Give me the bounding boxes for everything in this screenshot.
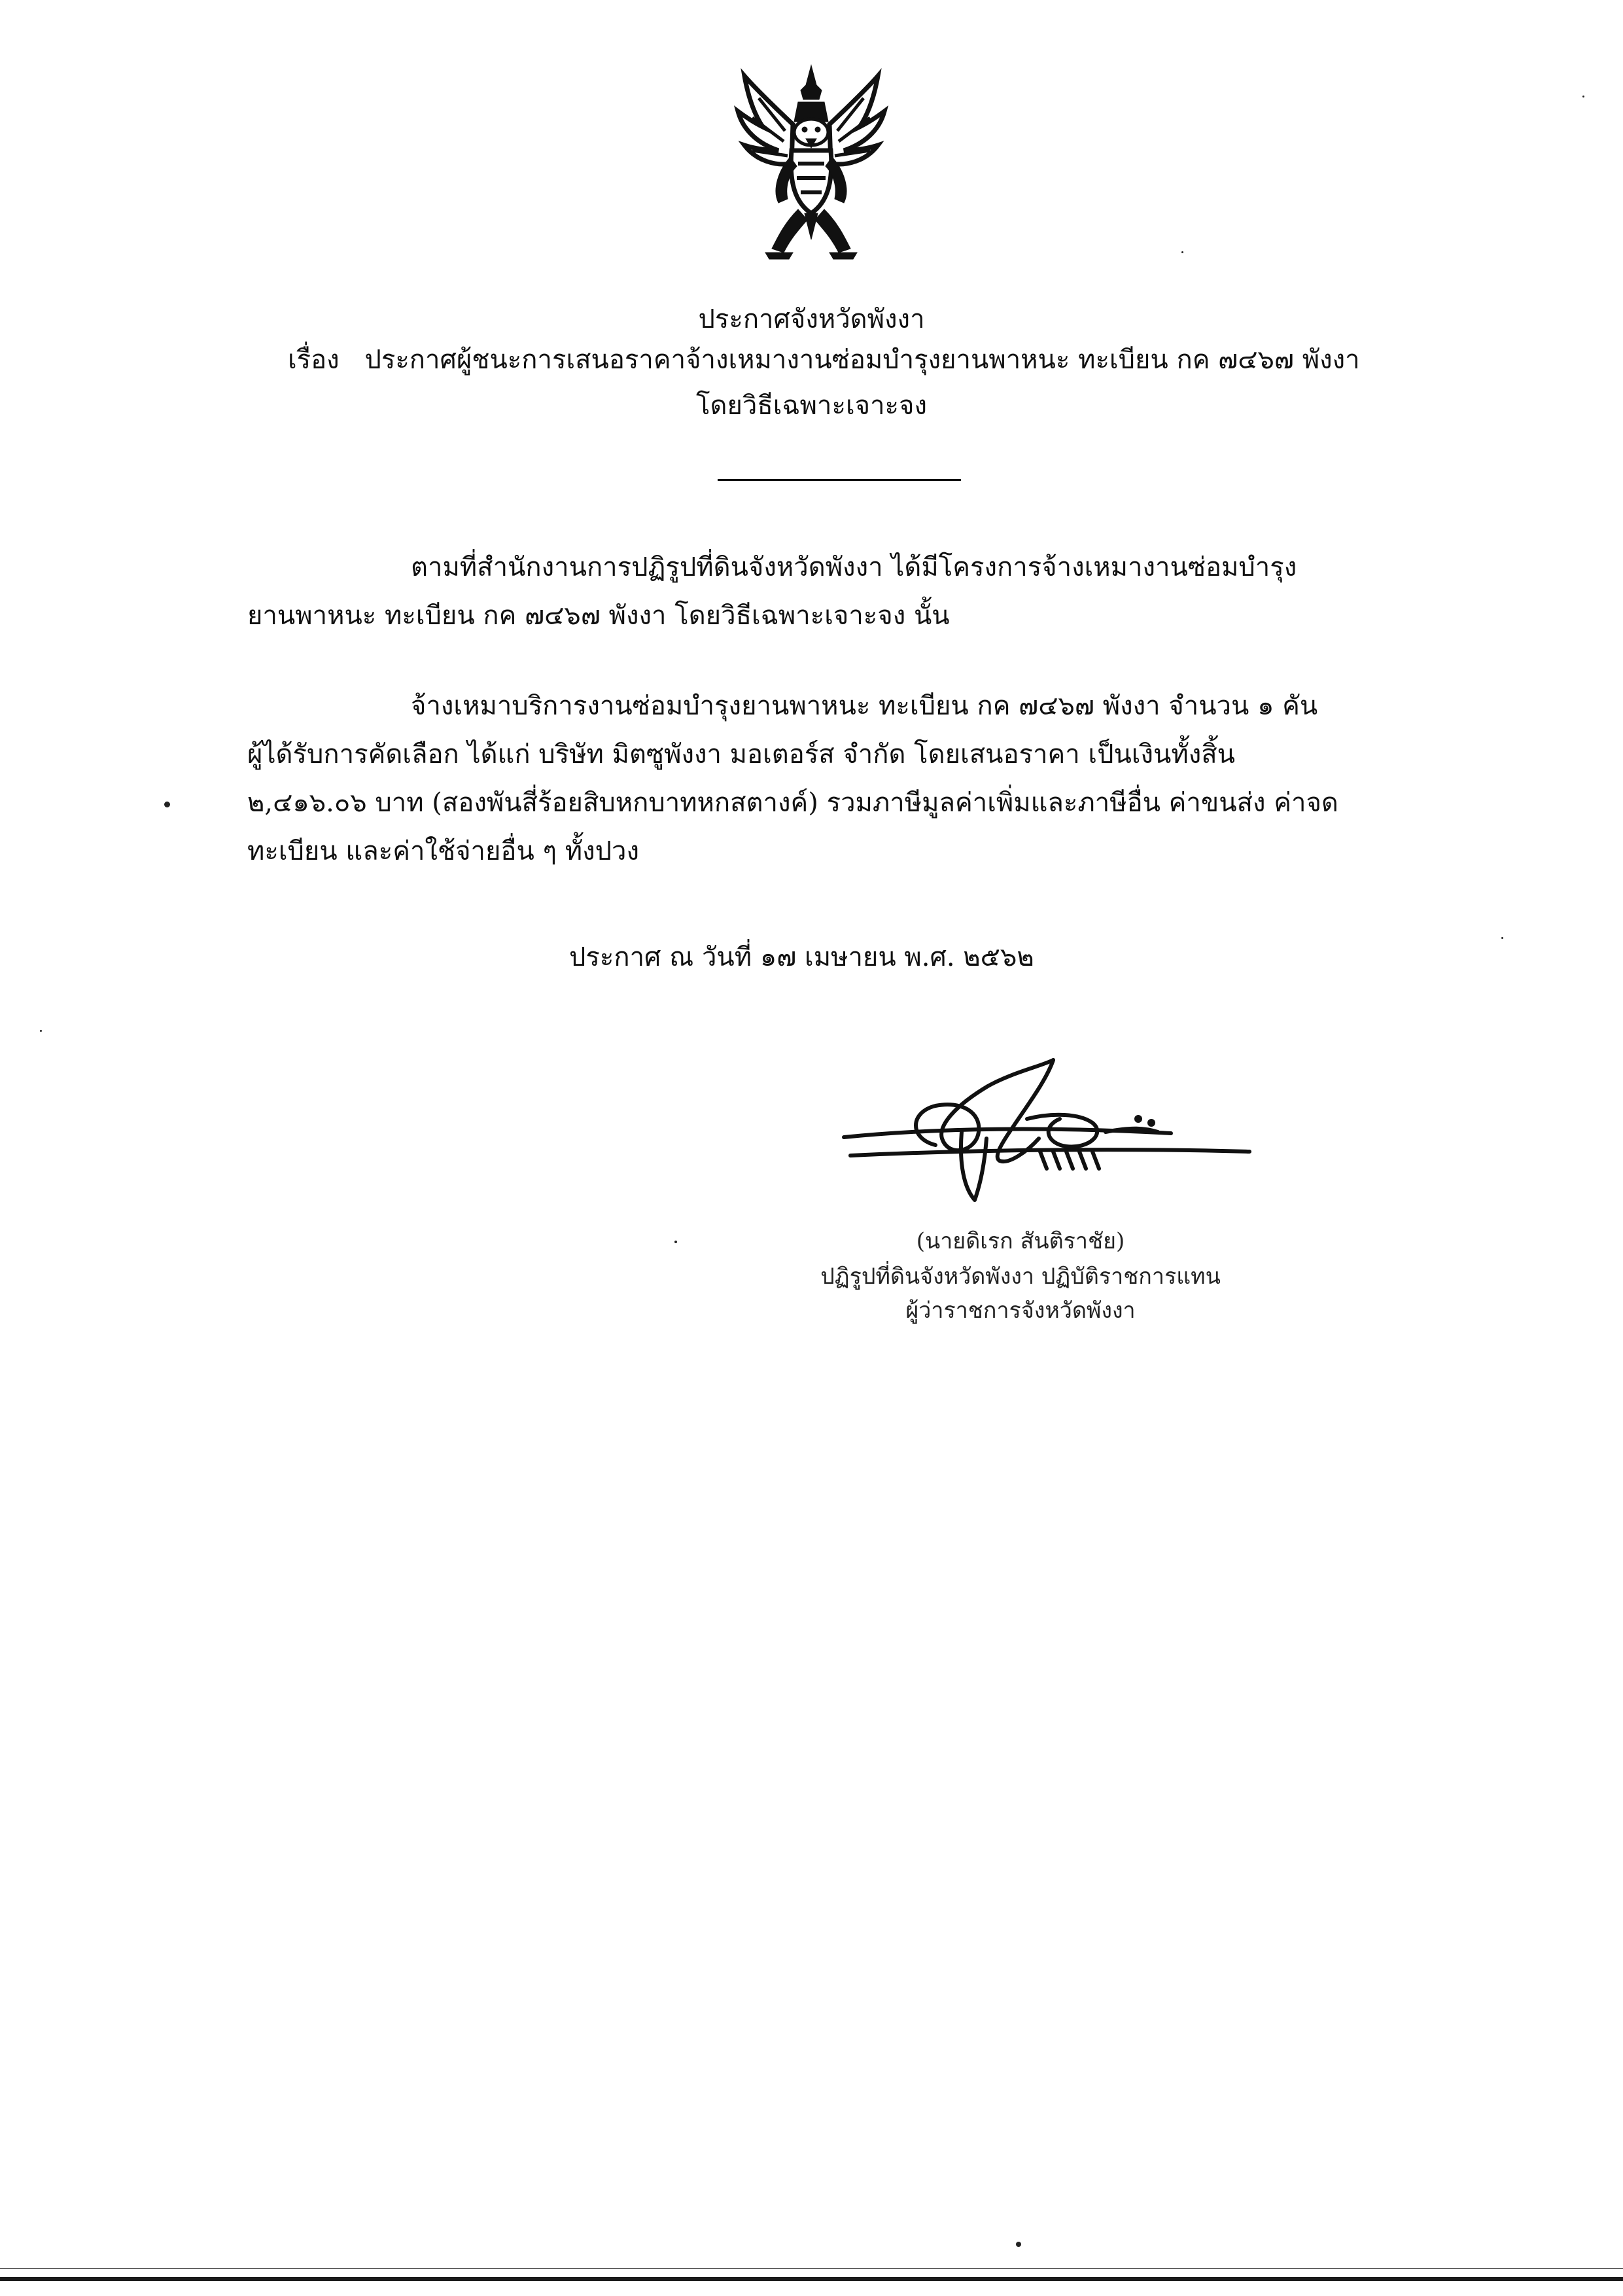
scan-speck — [674, 1241, 677, 1243]
scan-speck — [40, 1030, 42, 1032]
paragraph2-line: ทะเบียน และค่าใช้จ่ายอื่น ๆ ทั้งปวง — [247, 836, 639, 866]
paragraph2-line: จ้างเหมาบริการงานซ่อมบำรุงยานพาหนะ ทะเบียน กค ๗๔๖๗ พังงา จำนวน ๑ คัน — [411, 691, 1318, 721]
signer-position: ผู้ว่าราชการจังหวัดพังงา — [905, 1298, 1136, 1324]
scan-speck — [1501, 937, 1503, 939]
paragraph2-line: ๒,๔๑๖.๐๖ บาท (สองพันสี่ร้อยสิบหกบาทหกสตางค์) รวมภาษีมูลค่าเพิ่มและภาษีอื่น ค่าขนส่ง ค่าจด — [247, 788, 1338, 818]
paragraph1-line: ยานพาหนะ ทะเบียน กค ๗๔๖๗ พังงา โดยวิธีเฉพาะเจาะจง นั้น — [247, 601, 950, 631]
subject-line-2: โดยวิธีเฉพาะเจาะจง — [695, 391, 928, 421]
subject-text: ประกาศผู้ชนะการเสนอราคาจ้างเหมางานซ่อมบำรุงยานพาหนะ ทะเบียน กค ๗๔๖๗ พังงา — [364, 345, 1360, 375]
scan-speck — [1016, 2242, 1021, 2247]
garuda-emblem — [733, 59, 890, 275]
subject — [288, 340, 1400, 380]
scan-speck — [1181, 251, 1183, 253]
signer-name: (นายดิเรก สันติราชัย) — [916, 1228, 1125, 1254]
paragraph1-line: ตามที่สำนักงานการปฏิรูปที่ดินจังหวัดพังงา ได้มีโครงการจ้างเหมางานซ่อมบำรุง — [411, 552, 1297, 582]
scan-edge-bar — [0, 2277, 1623, 2281]
handwritten-signature — [831, 1040, 1276, 1210]
issuer-title: ประกาศจังหวัดพังงา — [698, 304, 925, 334]
subject-label: เรื่อง — [288, 345, 340, 375]
header-divider — [718, 479, 961, 481]
paragraph2-line: ผู้ได้รับการคัดเลือก ได้แก่ บริษัท มิตซูพังงา มอเตอร์ส จำกัด โดยเสนอราคา เป็นเงินทั้งสิ้น — [247, 739, 1235, 769]
announcement-date: ประกาศ ณ วันที่ ๑๗ เมษายน พ.ศ. ๒๕๖๒ — [569, 942, 1034, 972]
signer-position: ปฏิรูปที่ดินจังหวัดพังงา ปฏิบัติราชการแทน — [820, 1263, 1221, 1290]
scan-speck — [164, 802, 170, 807]
scan-speck — [1582, 96, 1584, 97]
scan-edge-line — [0, 2268, 1623, 2269]
